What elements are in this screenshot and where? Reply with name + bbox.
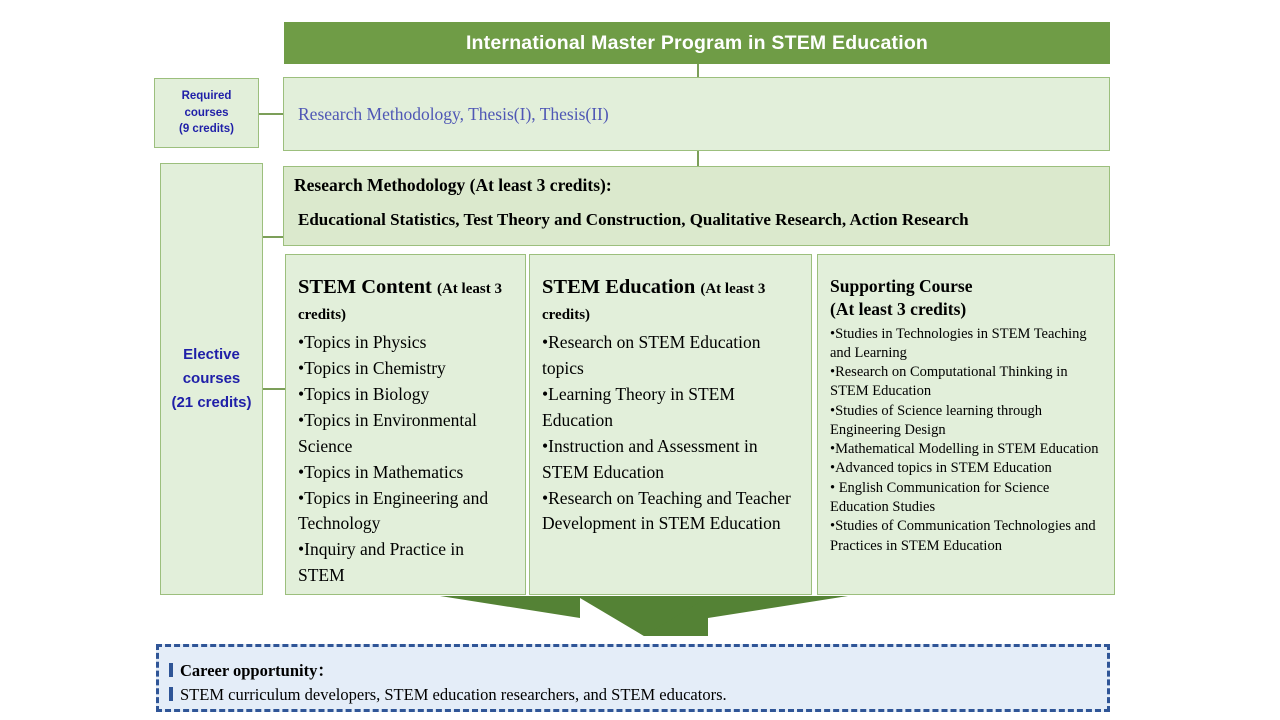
list-item: •Mathematical Modelling in STEM Education (830, 441, 1099, 458)
column-stem-content-header (298, 275, 513, 326)
column-supporting-course-title: Supporting Course (830, 276, 973, 296)
down-arrow-icon (440, 596, 848, 636)
elective-label-line1: Elective (183, 346, 240, 363)
bullet-bar-icon (169, 663, 173, 677)
research-methodology-heading: Research Methodology (At least 3 credits): (294, 175, 612, 195)
list-item: •Research on Computational Thinking in STEM Education (830, 364, 1068, 400)
column-stem-content-list (298, 330, 513, 589)
required-label-line3: (9 credits) (179, 123, 234, 136)
research-methodology-box (283, 166, 1110, 246)
column-stem-education-list (542, 330, 799, 537)
column-stem-content (285, 254, 526, 595)
list-item: •Studies of Science learning through Engineering Design (830, 402, 1043, 438)
list-item: •Topics in Environmental Science (298, 409, 477, 456)
column-supporting-course-credits: (At least 3 credits) (830, 298, 967, 319)
column-stem-education-title: STEM Education (542, 276, 696, 298)
list-item: •Topics in Chemistry (298, 358, 446, 379)
connector-required-label (259, 113, 284, 115)
list-item: •Advanced topics in STEM Education (830, 460, 1052, 477)
required-label-line1: Required (181, 89, 232, 102)
list-item: •Instruction and Assessment in STEM Education (542, 435, 758, 482)
research-methodology-items: Educational Statistics, Test Theory and Construction, Qualitative Research, Action Research (298, 210, 969, 229)
column-stem-education-credits: (At least 3 credits) (542, 281, 766, 323)
required-label-line2: courses (184, 106, 229, 119)
elective-label-line2: courses (182, 370, 241, 387)
column-stem-education-header (542, 275, 799, 326)
list-item: •Research on Teaching and Teacher Development in STEM Education (542, 487, 791, 534)
column-supporting-course (817, 254, 1115, 595)
career-opportunity-body: STEM curriculum developers, STEM education researchers, and STEM educators. (169, 685, 1107, 705)
list-item: •Topics in Engineering and Technology (298, 487, 489, 534)
career-opportunity-title: Career opportunity： (169, 657, 1107, 681)
list-item: •Studies of Communication Technologies and Practices in STEM Education (830, 518, 1096, 554)
connector-elective-label-bottom (263, 388, 285, 390)
column-stem-education (529, 254, 812, 595)
list-item: •Topics in Mathematics (298, 461, 464, 482)
list-item: • English Communication for Science Education Studies (830, 479, 1050, 516)
elective-label-line3: (21 credits) (171, 394, 252, 411)
career-opportunity-box (156, 644, 1110, 712)
program-title-bar (284, 22, 1110, 64)
column-supporting-course-header (830, 275, 1102, 321)
connector-elective-label-top (263, 236, 285, 238)
list-item: •Topics in Biology (298, 384, 430, 405)
label-required-courses (154, 78, 259, 148)
column-stem-content-credits: (At least 3 credits) (298, 281, 502, 323)
connector-required-to-methodology (697, 151, 699, 167)
bullet-bar-icon (169, 687, 173, 701)
column-stem-content-title: STEM Content (298, 276, 432, 298)
connector-title-to-required (697, 64, 699, 78)
required-courses-box (283, 77, 1110, 151)
label-elective-courses (160, 163, 263, 595)
page-title: International Master Program in STEM Education (465, 31, 929, 54)
list-item: •Studies in Technologies in STEM Teaching and Learning (830, 325, 1087, 361)
column-supporting-course-list (830, 325, 1102, 556)
list-item: •Research on STEM Education topics (542, 332, 761, 379)
list-item: •Topics in Physics (298, 332, 427, 353)
list-item: •Inquiry and Practice in STEM (298, 539, 465, 586)
required-courses-text: Research Methodology, Thesis(I), Thesis(II) (298, 103, 609, 124)
list-item: •Learning Theory in STEM Education (542, 384, 735, 430)
